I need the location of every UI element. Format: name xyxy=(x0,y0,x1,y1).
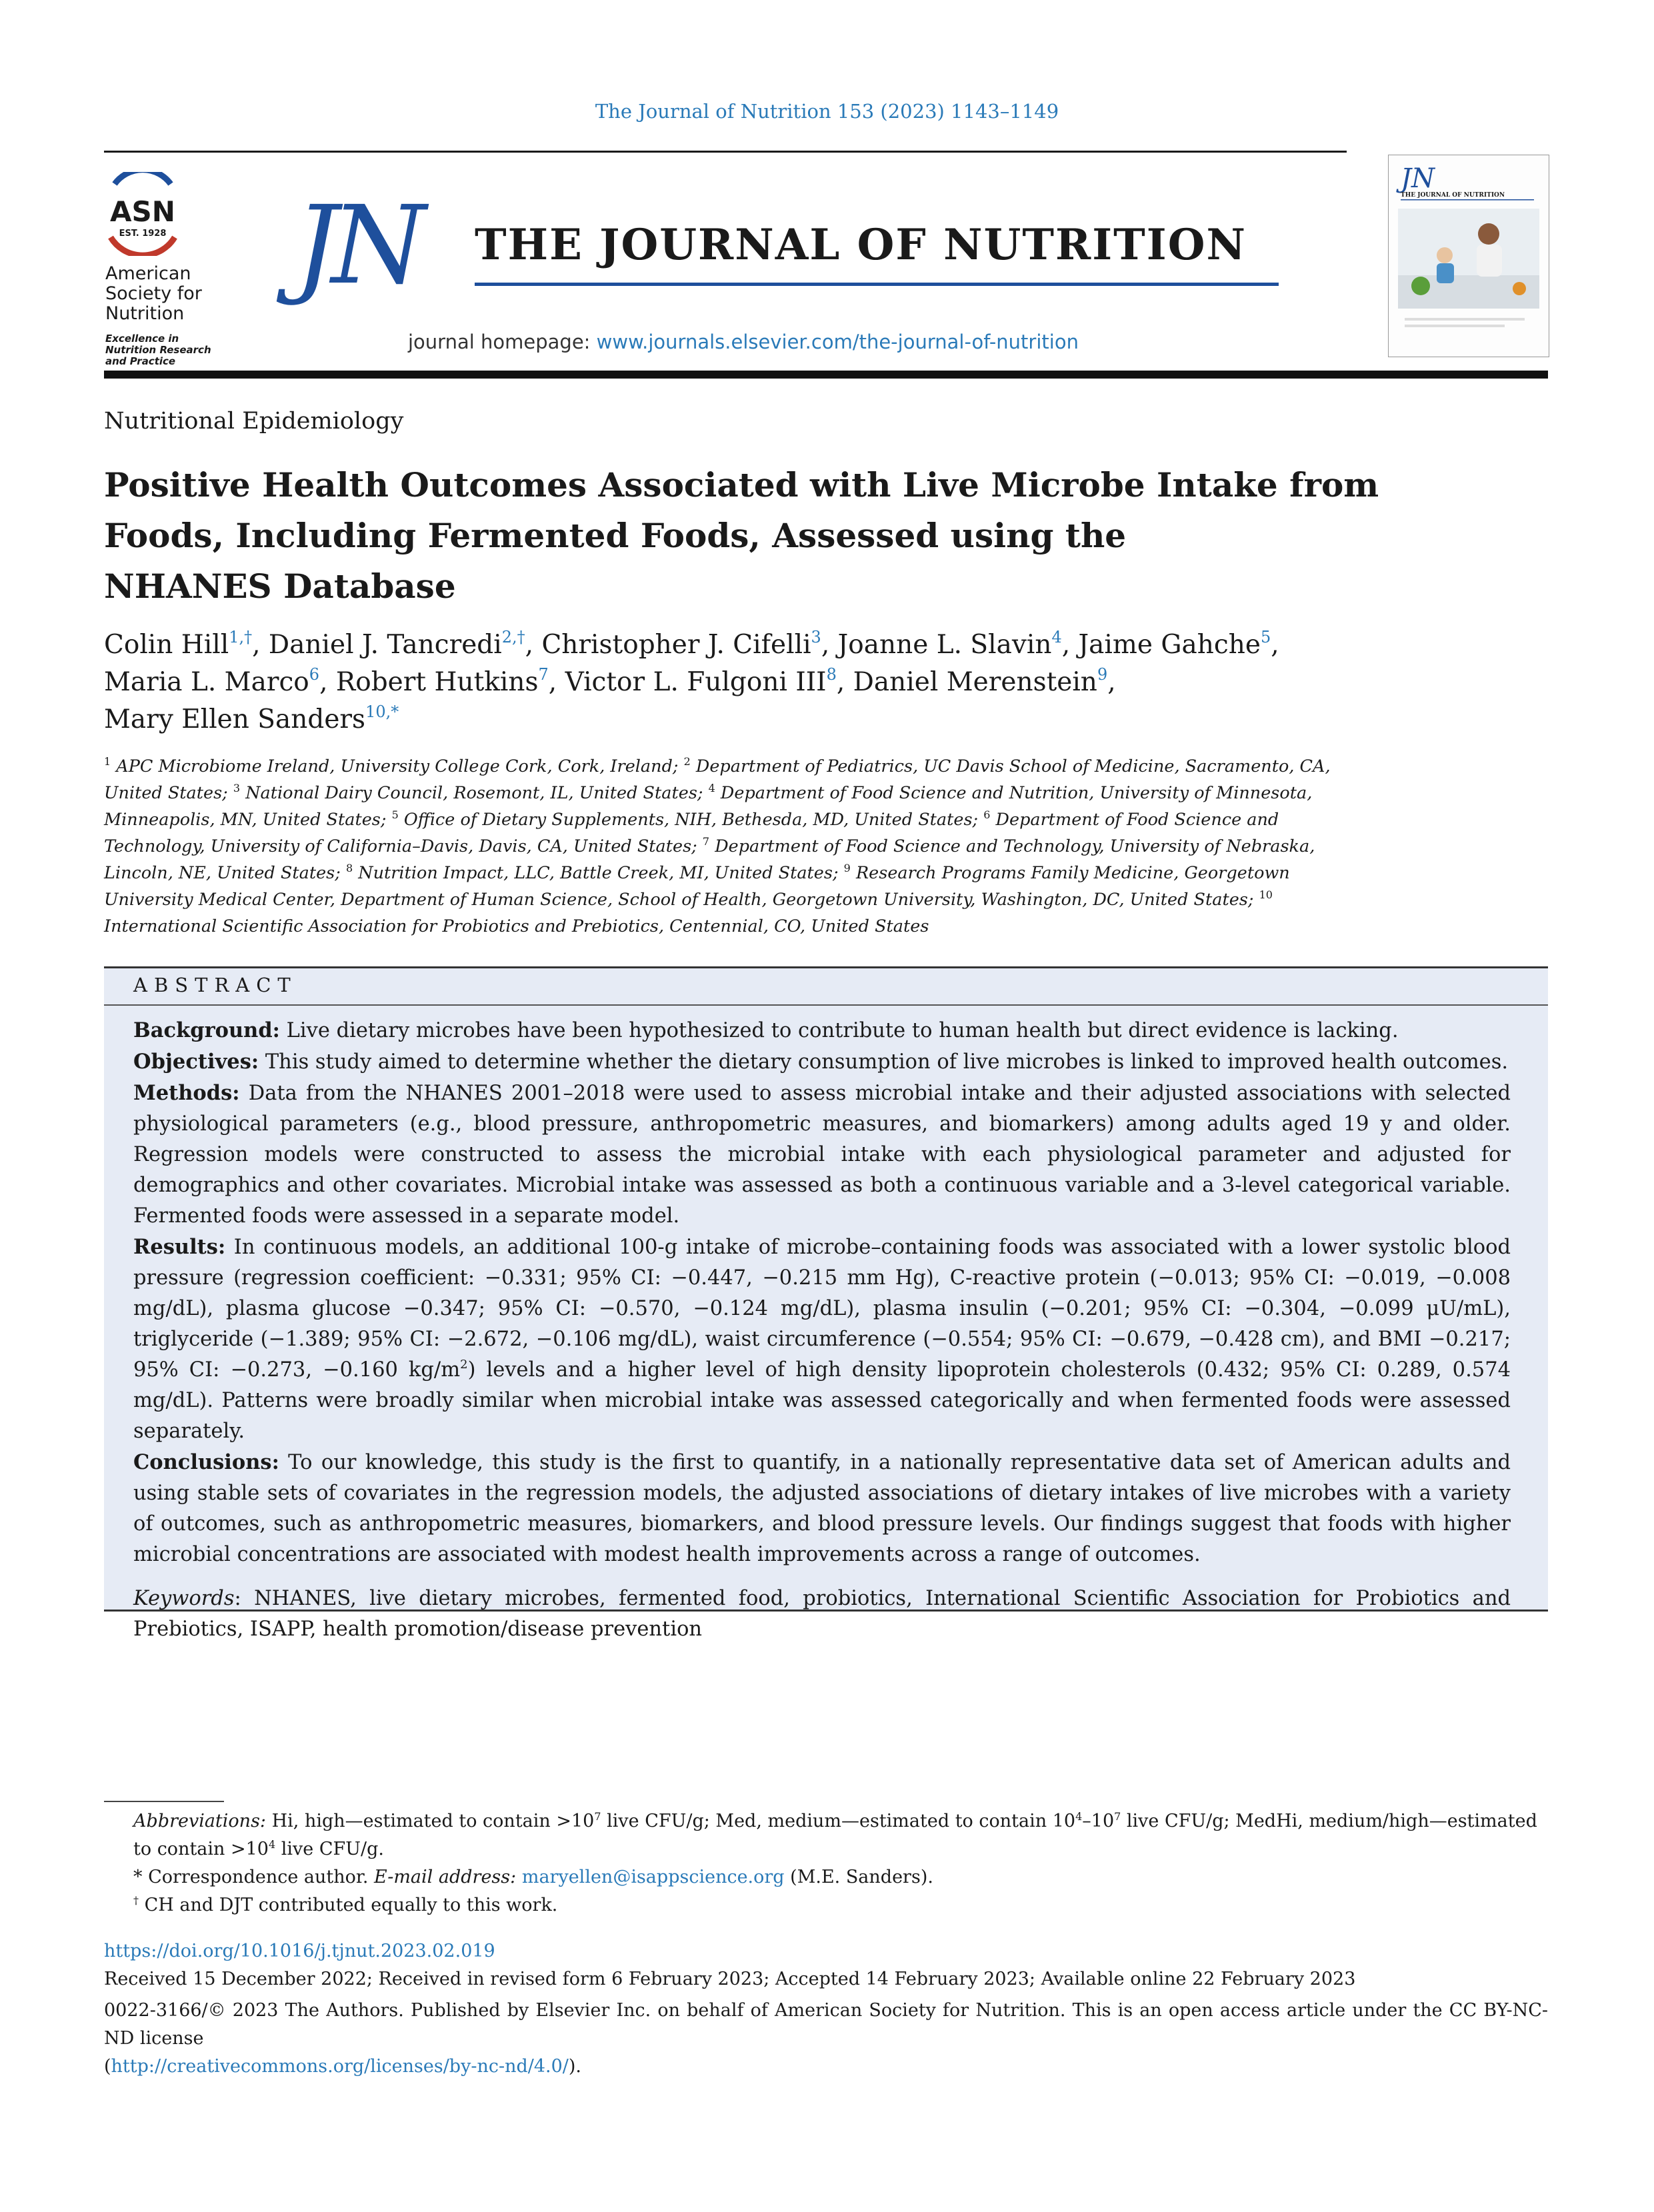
society-name-line: Society for xyxy=(105,283,202,304)
title-line: NHANES Database xyxy=(104,566,456,606)
author-line xyxy=(104,701,1437,738)
author-affiliation-link[interactable]: 5 xyxy=(1260,628,1271,646)
homepage-label: journal homepage: xyxy=(408,331,597,353)
article-section: Nutritional Epidemiology xyxy=(104,408,404,435)
correspondence-footnote: * Correspondence author. E-mail address: maryellen@isappscience.org (M.E. Sanders). xyxy=(133,1867,933,1887)
cover-title: THE JOURNAL OF NUTRITION xyxy=(1401,192,1505,199)
author-affiliation-link[interactable]: 6 xyxy=(309,665,320,684)
author-name: Christopher J. Cifelli xyxy=(541,630,811,660)
affiliation: National Dairy Council, Rosemont, IL, United States; xyxy=(245,783,709,803)
jn-monogram: JN xyxy=(295,183,419,309)
author-affiliation-link[interactable]: 8 xyxy=(826,665,837,684)
abstract-results: Results: In continuous models, an additional 100-g intake of microbe–containing foods was associated with a lower systolic blood pressure (regression coefficient: −0.331; 95% CI: −0.447, −0.215 mm Hg), C-reactive protein (−0.013; 95% CI: −0.019, −0.008 mg/dL), plasma glucose −0.347; 95% CI: −0.570, −0.124 mg/dL), plasma insulin (−0.201; 95% CI: −0.304, −0.099 μU/mL), triglyceride (−1.389; 95% CI: −2.672, −0.106 mg/dL), waist circumference (−0.554; 95% CI: −0.679, −0.428 cm), and BMI −0.217; 95% CI: −0.273, −0.160 $kg/m^2$) levels and a higher level of high density lipoprotein cholesterols (0.432; 95% CI: 0.289, 0.574 mg/dL). Patterns were broadly similar when microbial intake was assessed categorically and when fermented foods were assessed separately. xyxy=(133,1235,1511,1443)
article-title xyxy=(104,460,1404,612)
author-name: Mary Ellen Sanders xyxy=(104,704,366,734)
affiliations: $^1$ APC Microbiome Ireland, University College Cork, Cork, Ireland; $^2$ Department of Pediatrics, UC Davis School of Medicine, Sacramento, CA, United States; $^3$ National Dairy Council, Rosemont, IL, United States; $^4$ Department of Food Science and Nutrition, University of Minnesota, Minneapolis, MN, United States; $^5$ Office of Dietary Supplements, NIH, Bethesda, MD, United States; $^6$ Department of Food Science and Technology, University of California–Davis, Davis, CA, United States; $^7$ Department of Food Science and Technology, University of Nebraska, Lincoln, NE, United States; $^8$ Nutrition Impact, LLC, Battle Creek, MI, United States; $^9$ Research Programs Family Medicine, Georgetown University Medical Center, Department of Human Science, School of Health, Georgetown University, Washington, DC, United States; $^{10}$ International Scientific Association for Probiotics and Prebiotics, Centennial, CO, United States xyxy=(104,755,1331,936)
title-line: Foods, Including Fermented Foods, Assessed using the xyxy=(104,516,1127,555)
author-line: Colin Hill$^{1,\dagger}$, Daniel J. Tancredi$^{2,\dagger}$, Christopher J. Cifelli$^3$, Joanne L. Slavin$^4$, Jaime Gahche$^5$, xyxy=(104,628,1279,660)
author-name: Robert Hutkins xyxy=(335,667,539,697)
tagline-line: Nutrition Research xyxy=(105,344,211,356)
author-line: Maria L. Marco$^6$, Robert Hutkins$^7$, Victor L. Fulgoni III$^8$, Daniel Merenstein$^9$, xyxy=(104,665,1116,697)
author-name: Jaime Gahche xyxy=(1078,630,1261,660)
affiliation: Department of Food Science and Technology, University of California–Davis, Davis, CA, United States; xyxy=(104,810,1279,856)
cover-monogram: JN xyxy=(1401,163,1435,194)
abstract-keywords: Keywords: NHANES, live dietary microbes, fermented food, probiotics, International Scientific Association for Probiotics and Prebiotics, ISAPP, health promotion/disease prevention xyxy=(133,1587,1511,1641)
header-thick-rule xyxy=(104,371,1548,379)
author-list xyxy=(104,626,1437,738)
author-affiliation-link[interactable]: 3 xyxy=(811,628,821,646)
author-name: Daniel Merenstein xyxy=(853,667,1097,697)
abstract-heading: ABSTRACT xyxy=(133,974,297,996)
affiliation: APC Microbiome Ireland, University College Cork, Cork, Ireland; xyxy=(116,756,684,776)
abstract-background: Background: Live dietary microbes have been hypothesized to contribute to human health but direct evidence is lacking. xyxy=(133,1018,1399,1042)
author-affiliation-link[interactable]: 10,* xyxy=(365,702,399,721)
affiliation: Department of Food Science and Nutrition, University of Minnesota, Minneapolis, MN, United States; xyxy=(104,783,1313,830)
license-link[interactable]: http://creativecommons.org/licenses/by-nc-nd/4.0/ xyxy=(111,2056,569,2077)
asn-est: EST. 1928 xyxy=(119,229,167,239)
author-affiliation-link[interactable]: 4 xyxy=(1051,628,1062,646)
received-dates: Received 15 December 2022; Received in revised form 6 February 2023; Accepted 14 February 2023; Available online 22 February 2023 xyxy=(104,1969,1356,1989)
doi-link[interactable]: https://doi.org/10.1016/j.tjnut.2023.02.019 xyxy=(104,1941,495,1961)
author-affiliation-link[interactable]: 1,† xyxy=(229,628,253,646)
title-line: Positive Health Outcomes Associated with Live Microbe Intake from xyxy=(104,465,1379,505)
author-affiliation-link[interactable]: 9 xyxy=(1097,665,1108,684)
author-affiliation-link[interactable]: 2,† xyxy=(501,628,525,646)
society-name xyxy=(105,264,202,324)
abstract-objectives: Objectives: This study aimed to determine whether the dietary consumption of live microbes is linked to improved health outcomes. xyxy=(133,1050,1509,1074)
journal-name-underline xyxy=(475,283,1279,286)
abstract-methods: Methods: Data from the NHANES 2001–2018 were used to assess microbial intake and their adjusted associations with selected physiological parameters (e.g., blood pressure, anthropometric measures, and biomarkers) among adults aged 19 y and older. Regression models were constructed to assess the microbial intake with each physiological parameter and adjusted for demographics and other covariates. Microbial intake was assessed as both a continuous variable and a 3-level categorical variable. Fermented foods were assessed in a separate model. xyxy=(133,1081,1511,1228)
journal-cover-thumbnail[interactable] xyxy=(1388,155,1549,357)
abstract-header xyxy=(104,968,1548,1006)
society-name-line: American xyxy=(105,263,191,284)
tagline-line: and Practice xyxy=(105,355,176,367)
tagline-line: Excellence in xyxy=(105,333,179,345)
email-link[interactable]: maryellen@isappscience.org xyxy=(521,1867,785,1887)
copyright-notice xyxy=(104,1997,1548,2081)
license-line: (http://creativecommons.org/licenses/by-nc-nd/4.0/). xyxy=(104,2056,582,2077)
abstract-box xyxy=(104,966,1548,1641)
top-rule xyxy=(104,151,1347,153)
journal-homepage xyxy=(408,331,1079,353)
affiliation: Department of Pediatrics, UC Davis School of Medicine, Sacramento, CA, United States; xyxy=(104,756,1331,803)
abstract-body xyxy=(133,1015,1511,1645)
abstract-conclusions: Conclusions: To our knowledge, this study is the first to quantify, in a nationally representative data set of American adults and using stable sets of covariates in the regression models, the adjusted associations of dietary intakes of live microbes with a variety of outcomes, such as anthropometric measures, biomarkers, and blood pressure levels. Our findings suggest that foods with higher microbial concentrations are associated with modest health improvements across a range of outcomes. xyxy=(133,1450,1511,1566)
journal-citation: The Journal of Nutrition 153 (2023) 1143–1149 xyxy=(595,100,1059,123)
journal-name: THE JOURNAL OF NUTRITION xyxy=(475,220,1247,270)
footnotes xyxy=(104,1807,1548,1919)
equal-contribution-footnote: † CH and DJT contributed equally to this work. xyxy=(133,1894,558,1915)
author-name: Maria L. Marco xyxy=(104,667,309,697)
asn-logo-text: ASN xyxy=(110,195,175,228)
affiliation: Nutrition Impact, LLC, Battle Creek, MI, United States; xyxy=(358,863,844,883)
author-name: Colin Hill xyxy=(104,630,229,660)
affiliation: Department of Food Science and Technology, University of Nebraska, Lincoln, NE, United States; xyxy=(104,836,1315,883)
author-affiliation-link[interactable]: 7 xyxy=(538,665,549,684)
footnote-rule xyxy=(104,1801,224,1802)
author-name: Victor L. Fulgoni III xyxy=(565,667,827,697)
author-name: Daniel J. Tancredi xyxy=(268,630,502,660)
affiliation: International Scientific Association for Probiotics and Prebiotics, Centennial, CO, United States xyxy=(104,916,929,936)
copyright-text: 0022-3166/© 2023 The Authors. Published by Elsevier Inc. on behalf of American Society for Nutrition. This is an open access article under the CC BY-NC-ND license xyxy=(104,2000,1548,2049)
author-name: Joanne L. Slavin xyxy=(837,630,1052,660)
affiliation: Research Programs Family Medicine, Georgetown University Medical Center, Department of Human Science, School of Health, Georgetown University, Washington, DC, United States; xyxy=(104,863,1290,910)
homepage-link[interactable]: www.journals.elsevier.com/the-journal-of-nutrition xyxy=(596,331,1079,353)
abbreviations-footnote: Abbreviations: Hi, high—estimated to contain $>10^7$ live CFU/g; Med, medium—estimated to contain $10^4-10^7$ live CFU/g; MedHi, medium/high—estimated to contain $>10^4$ live CFU/g. xyxy=(133,1810,1537,1859)
affiliation: Office of Dietary Supplements, NIH, Bethesda, MD, United States; xyxy=(403,810,984,830)
society-tagline xyxy=(105,333,211,367)
society-name-line: Nutrition xyxy=(105,303,185,324)
